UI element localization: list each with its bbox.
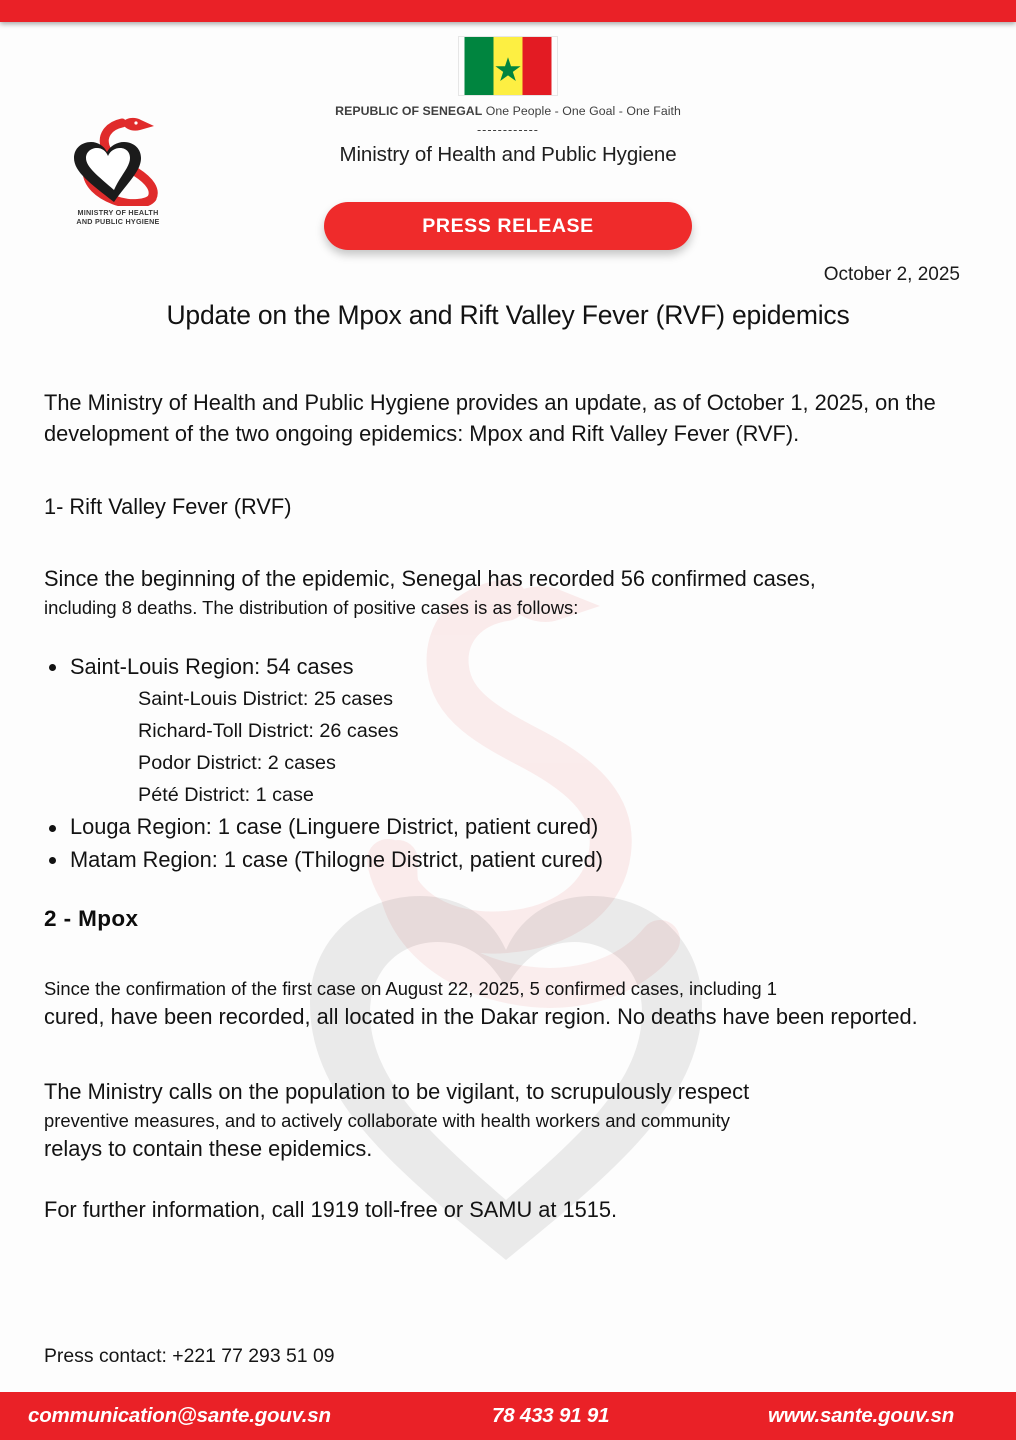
region-label: Louga Region: 1 case (Linguere District, patient cured) — [70, 814, 599, 840]
footer-email[interactable]: communication@sante.gouv.sn — [28, 1404, 331, 1427]
spacer — [44, 621, 974, 651]
region-label: Matam Region: 1 case (Thilogne District, patient cured) — [70, 846, 604, 872]
republic-motto-text: One People - One Goal - One Faith — [482, 104, 681, 118]
rvf-lead-subline: including 8 deaths. The distribution of positive cases is as follows: — [44, 596, 579, 618]
logo-caption-line-1: MINISTRY OF HEALTH — [77, 208, 159, 217]
mpox-paragraph-line-1: Since the confirmation of the first case on August 22, 2025, 5 confirmed cases, including 1 — [44, 977, 777, 999]
bullet-dot-icon — [49, 664, 56, 671]
further-information-line: For further information, call 1919 toll-free or SAMU at 1515. — [44, 1197, 618, 1222]
list-item: Podor District: 2 cases — [138, 752, 336, 775]
section-1-heading: 1- Rift Valley Fever (RVF) — [44, 493, 292, 519]
closing-line-1: The Ministry calls on the population to be vigilant, to scrupulously respect — [44, 1079, 750, 1104]
press-contact-line: Press contact: +221 77 293 51 09 — [44, 1345, 335, 1367]
list-item: Pété District: 1 case — [138, 784, 314, 807]
rvf-region-list — [44, 651, 974, 876]
mpox-paragraph-line-2: cured, have been recorded, all located in the Dakar region. No deaths have been reported. — [44, 1004, 918, 1030]
list-item — [44, 651, 974, 812]
spacer — [44, 450, 974, 494]
rvf-lead-line: Since the beginning of the epidemic, Senegal has recorded 56 confirmed cases, — [44, 565, 816, 591]
bullet-dot-icon — [49, 857, 56, 864]
top-accent-bar — [0, 0, 1016, 22]
bullet-dot-icon — [49, 825, 56, 832]
closing-line-2: preventive measures, and to actively collaborate with health workers and community — [44, 1109, 730, 1131]
document-header — [0, 22, 1016, 262]
list-item — [44, 844, 974, 876]
section-2-heading: 2 - Mpox — [44, 905, 139, 931]
logo-caption-line-2: AND PUBLIC HYGIENE — [76, 217, 160, 226]
intro-paragraph: The Ministry of Health and Public Hygiene provides an update, as of October 1, 2025, on the development of the two ongoing epidemics: Mpox and Rift Valley Fever (RVF). — [44, 390, 936, 446]
ministry-logo-caption — [44, 208, 192, 226]
footer-website[interactable]: www.sante.gouv.sn — [768, 1404, 955, 1427]
spacer — [44, 876, 974, 906]
spacer — [44, 520, 974, 564]
publication-date: October 2, 2025 — [823, 264, 960, 285]
republic-name: REPUBLIC OF SENEGAL — [335, 104, 483, 118]
list-item: Saint-Louis District: 25 cases — [138, 688, 394, 711]
ministry-logo — [44, 114, 192, 226]
spacer — [44, 1033, 974, 1077]
press-release-badge: PRESS RELEASE — [324, 202, 692, 250]
closing-line-3: relays to contain these epidemics. — [44, 1136, 373, 1162]
content-column — [44, 388, 974, 1226]
page-title: Update on the Mpox and Rift Valley Fever (RVF) epidemics — [166, 300, 850, 330]
region-label: Saint-Louis Region: 54 cases — [70, 653, 354, 679]
ministry-emblem-icon — [58, 114, 178, 206]
footer-phone: 78 433 91 91 — [492, 1404, 610, 1427]
ministry-name: Ministry of Health and Public Hygiene — [339, 142, 677, 166]
spacer — [44, 1165, 974, 1195]
list-item: Richard-Toll District: 26 cases — [138, 720, 399, 743]
list-item — [44, 811, 974, 843]
senegal-flag-icon — [458, 36, 558, 96]
spacer — [44, 932, 974, 976]
district-sublist — [70, 683, 974, 811]
footer-contact-bar — [0, 1392, 1016, 1440]
header-divider: ------------ — [477, 122, 539, 137]
